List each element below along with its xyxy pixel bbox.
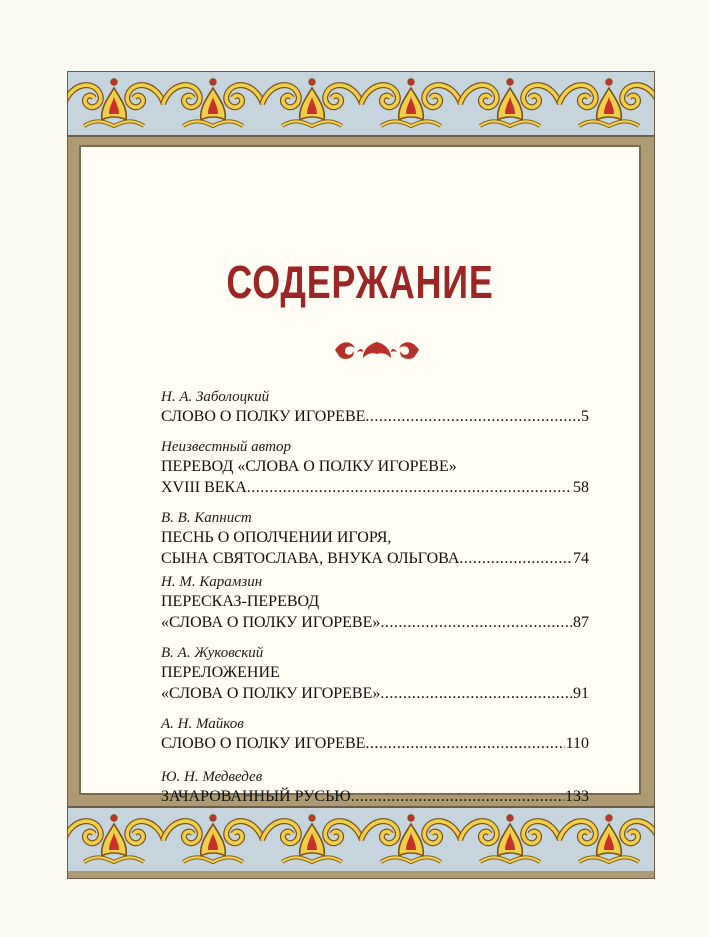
scroll-ornament-icon	[361, 79, 461, 126]
entry-title-row	[161, 612, 589, 633]
entry-title: СЫНА СВЯТОСЛАВА, ВНУКА ОЛЬГОВА	[161, 550, 460, 567]
scroll-ornament-icon	[163, 815, 263, 862]
bottom-ornament-band	[68, 806, 654, 871]
scroll-ornament-icon	[460, 815, 560, 862]
top-ornament-band	[68, 72, 654, 137]
scroll-ornament-icon	[68, 79, 164, 126]
toc-entry[interactable]	[161, 573, 589, 633]
dot-leader	[380, 683, 572, 704]
entry-author: Н. А. Заболоцкий	[161, 389, 270, 405]
dot-leader	[351, 786, 564, 807]
entry-title: «СЛОВА О ПОЛКУ ИГОРЕВЕ»	[161, 685, 381, 702]
entry-title: СЛОВО О ПОЛКУ ИГОРЕВЕ	[161, 408, 366, 425]
scroll-ornament-icon	[460, 79, 560, 126]
page-number: 58	[573, 479, 589, 496]
entry-author: Ю. Н. Медведев	[161, 769, 263, 785]
entry-title: ПЕРЕЛОЖЕНИЕ	[161, 664, 280, 681]
entry-title: XVIII ВЕКА	[161, 479, 247, 496]
table-of-contents	[161, 384, 589, 811]
dot-leader	[365, 733, 564, 754]
title-ornament-icon	[333, 338, 421, 362]
scroll-ornament-icon	[163, 79, 263, 126]
page-title: СОДЕРЖАНИЕ	[226, 256, 494, 308]
entry-title-row	[161, 548, 589, 569]
scroll-ornament-icon	[361, 815, 461, 862]
entry-title: ЗАЧАРОВАННЫЙ РУСЬЮ	[161, 788, 351, 805]
page-number: 87	[573, 614, 589, 631]
page-frame	[67, 71, 655, 879]
entry-title: СЛОВО О ПОЛКУ ИГОРЕВЕ	[161, 735, 366, 752]
entry-title-row	[161, 786, 589, 807]
page-number: 91	[573, 685, 589, 702]
dot-leader	[365, 406, 580, 427]
toc-entry[interactable]	[161, 438, 589, 498]
entry-title: ПЕРЕСКАЗ-ПЕРЕВОД	[161, 593, 320, 610]
entry-title: ПЕРЕВОД «СЛОВА О ПОЛКУ ИГОРЕВЕ»	[161, 458, 457, 475]
scroll-ornament-icon	[559, 79, 654, 126]
dot-leader	[380, 612, 572, 633]
toc-entry[interactable]	[161, 509, 589, 569]
toc-entry[interactable]	[161, 768, 589, 807]
page-number: 110	[565, 735, 589, 752]
page-number: 74	[573, 550, 589, 567]
scroll-ornament-icon	[559, 815, 654, 862]
contents-panel	[79, 145, 641, 805]
dot-leader	[247, 477, 572, 498]
toc-entry[interactable]	[161, 644, 589, 704]
entry-author: В. А. Жуковский	[161, 645, 264, 661]
toc-entry[interactable]	[161, 388, 589, 427]
entry-author: А. Н. Майков	[161, 716, 244, 732]
entry-author: Неизвестный автор	[161, 439, 291, 455]
dot-leader	[459, 548, 572, 569]
entry-title-row	[161, 477, 589, 498]
entry-title: «СЛОВА О ПОЛКУ ИГОРЕВЕ»	[161, 614, 381, 631]
scroll-ornament-icon	[68, 815, 164, 862]
entry-author: В. В. Капнист	[161, 510, 252, 526]
scroll-ornament-icon	[262, 815, 362, 862]
entry-title: ПЕСНЬ О ОПОЛЧЕНИИ ИГОРЯ,	[161, 529, 392, 546]
toc-entry[interactable]	[161, 715, 589, 754]
page-number: 133	[565, 788, 589, 805]
entry-title-row	[161, 406, 589, 427]
page-number: 5	[581, 408, 589, 425]
entry-title-row	[161, 733, 589, 754]
scroll-ornament-icon	[262, 79, 362, 126]
entry-author: Н. М. Карамзин	[161, 574, 263, 590]
entry-title-row	[161, 683, 589, 704]
